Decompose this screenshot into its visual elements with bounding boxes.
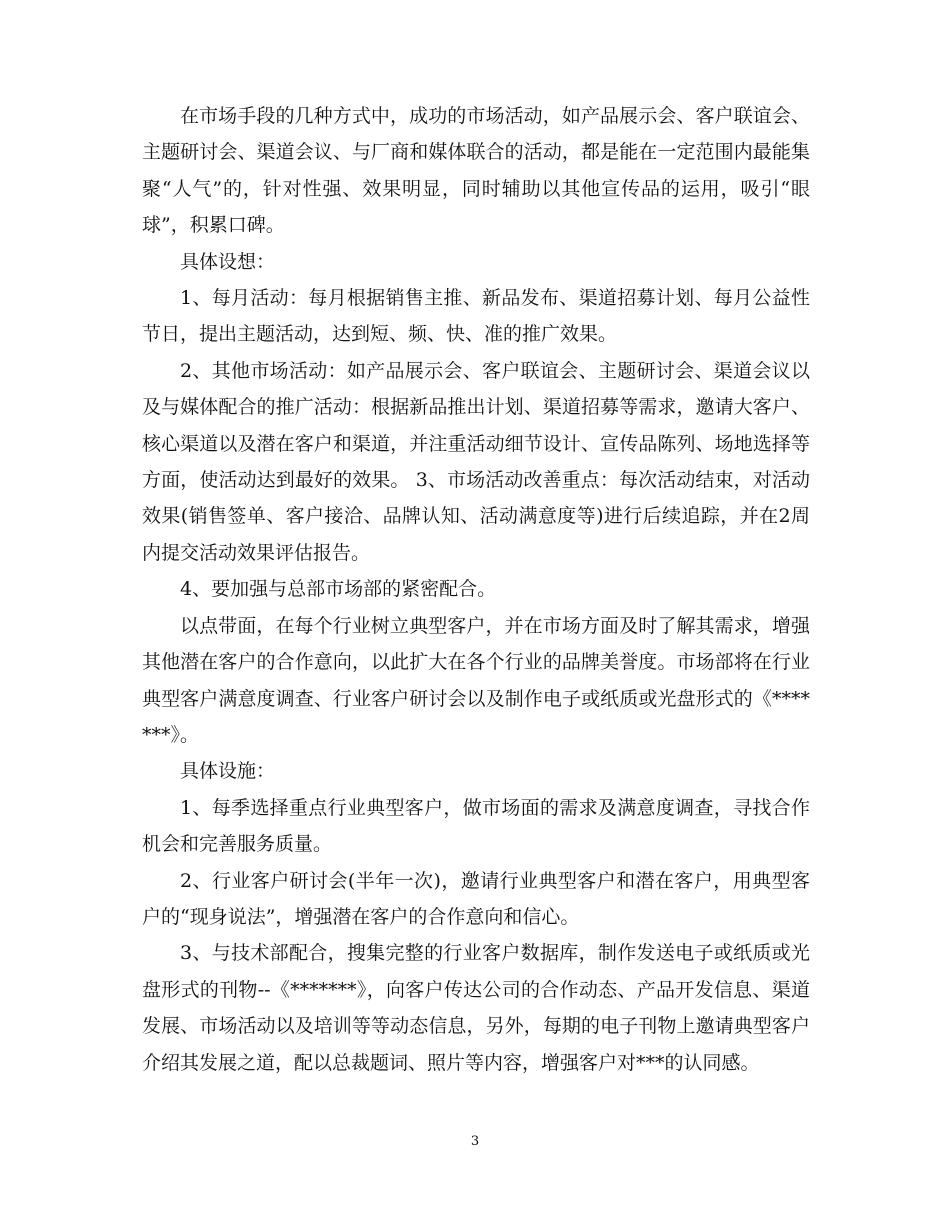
paragraph-other-activities: 2、其他市场活动：如产品展示会、客户联谊会、主题研讨会、渠道会议以及与媒体配合的推广活动：根据新品推出计划、渠道招募等需求，邀请大客户、核心渠道以及潜在客户和渠道，并注重活动细节设计、宣传品陈列、场地选择等方面，使活动达到最好的效果。 3、市场活动改善重点：每次活动结束，对活动效果(销售签单、客户接洽、品牌认知、活动满意度等)进行后续追踪，并在2周内提交活动效果评估报告。 xyxy=(142,359,810,564)
paragraph-quarterly-survey: 1、每季选择重点行业典型客户，做市场面的需求及满意度调查，寻找合作机会和完善服务质量。 xyxy=(142,796,810,856)
paragraph-intro: 在市场手段的几种方式中，成功的市场活动，如产品展示会、客户联谊会、主题研讨会、渠道会议、与厂商和媒体联合的活动，都是能在一定范围内最能集聚“人气”的，针对性强、效果明显，同时辅助以其他宣传品的运用，吸引“眼球”，积累口碑。 xyxy=(142,105,810,237)
paragraph-typical-clients: 以点带面，在每个行业树立典型客户，并在市场方面及时了解其需求，增强其他潜在客户的合作意向，以此扩大在各个行业的品牌美誉度。市场部将在行业典型客户满意度调查、行业客户研讨会以及制作电子或纸质或光盘形式的《*******》。 xyxy=(142,614,810,746)
paragraph-publication: 3、与技术部配合，搜集完整的行业客户数据库，制作发送电子或纸质或光盘形式的刊物--《*******》，向客户传达公司的合作动态、产品开发信息、渠道发展、市场活动以及培训等等动态信息，另外，每期的电子刊物上邀请典型客户介绍其发展之道，配以总裁题词、照片等内容，增强客户对***的认同感。 xyxy=(142,942,810,1074)
paragraph-monthly-activities: 1、每月活动：每月根据销售主推、新品发布、渠道招募计划、每月公益性节日，提出主题活动，达到短、频、快、准的推广效果。 xyxy=(142,287,810,346)
paragraph-heading-ideas: 具体设想： xyxy=(180,250,276,273)
body-text xyxy=(142,98,810,1081)
paragraph-cooperation: 4、要加强与总部市场部的紧密配合。 xyxy=(180,578,497,601)
page-number: 3 xyxy=(470,1134,480,1149)
paragraph-heading-measures: 具体设施： xyxy=(180,760,276,783)
paragraph-seminar: 2、行业客户研讨会(半年一次)，邀请行业典型客户和潜在客户，用典型客户的“现身说法”，增强潜在客户的合作意向和信心。 xyxy=(142,869,810,928)
